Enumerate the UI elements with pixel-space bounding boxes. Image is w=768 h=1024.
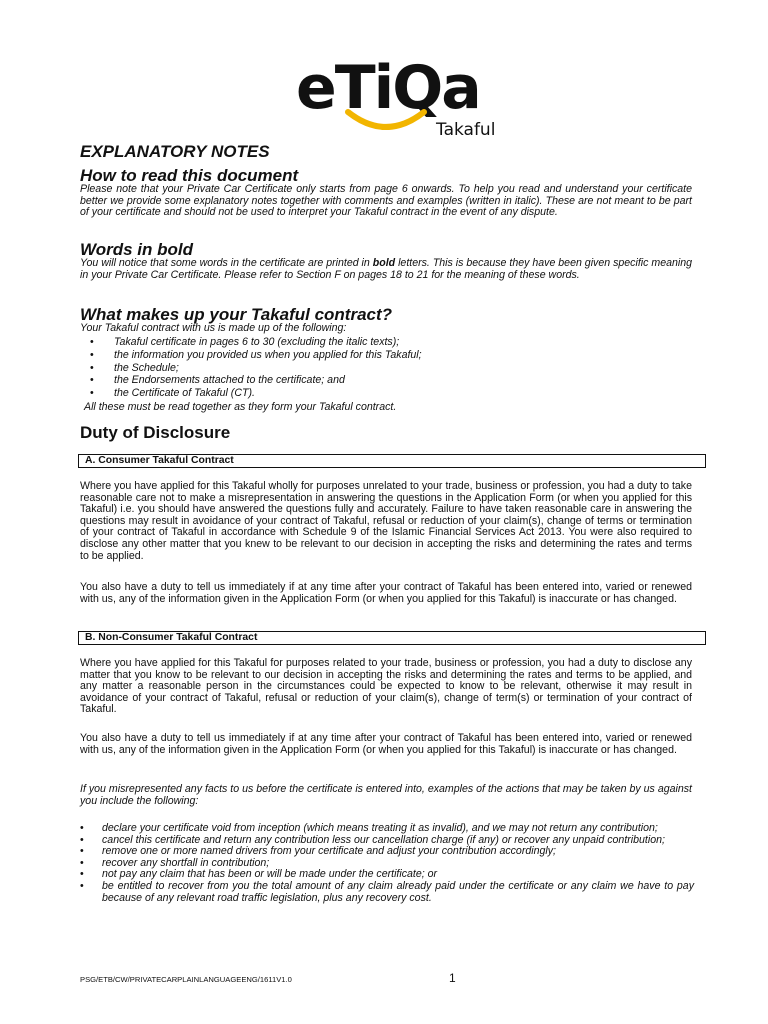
paragraph-consumer-update: You also have a duty to tell us immediately if at any time after your contract of Takaful has been entered into, varied or renewed with us, any of the information given in the Application Form (or when you applied for this Takaful) is inaccurate or has changed. (80, 581, 692, 605)
heading-words-in-bold: Words in bold (80, 240, 194, 259)
bold-intro-text: You will notice that some words in the certificate are printed in (80, 257, 373, 269)
logo-subtitle: Takaful (436, 120, 496, 140)
paragraph-non-consumer-duty: Where you have applied for this Takaful for purposes related to your trade, business or profession, you had a duty to disclose any matter that you know to be relevant to our decision in accepting the risks and determining the rates and terms to be applied, and any matter a reasonable person in the circumstances could be expected to know to be relevant, otherwise it may result in avoidance of your contract of Takaful, refusal or reduction of your claim(s), change of term(s) or termination of your contract of Takaful. (80, 657, 692, 716)
section-header-consumer: A. Consumer Takaful Contract (78, 454, 706, 468)
contract-components-list (80, 336, 422, 400)
paragraph-non-consumer-update: You also have a duty to tell us immediately if at any time after your contract of Takaful has been entered into, varied or renewed with us, any of the information given in the Application Form (or when you applied for this Takaful) is inaccurate or has changed. (80, 732, 692, 756)
list-item: • be entitled to recover from you the total amount of any claim already paid under the certificate or any claim we have to pay because of any relevant road traffic legislation, plus any recovery cost. (80, 879, 694, 904)
list-item: • the information you provided us when you applied for this Takaful; (90, 348, 422, 361)
smile-icon (344, 108, 428, 130)
etiqa-logo (296, 53, 506, 140)
page-number: 1 (449, 971, 456, 985)
actions-list (80, 823, 694, 904)
contract-intro: Your Takaful contract with us is made up of the following: (80, 322, 347, 334)
section-header-non-consumer: B. Non-Consumer Takaful Contract (78, 631, 706, 645)
paragraph-how-to-read: Please note that your Private Car Certificate only starts from page 6 onwards. To help you read and understand your certificate better we provide some explanatory notes together with comments and examples (written in italic). These are not meant to be part of your certificate and should not be used to interpret your Takaful contract in the event of any dispute. (80, 183, 692, 219)
heading-takaful-contract: What makes up your Takaful contract? (80, 305, 393, 324)
bold-word: bold (372, 257, 396, 269)
paragraph-misrepresentation: If you misrepresented any facts to us before the certificate is entered into, examples of the actions that may be taken by us against you include the following: (80, 783, 692, 807)
list-item: • declare your certificate void from inception (which means treating it as invalid), and we may not return any contribution; (80, 822, 658, 834)
logo-wordmark: eTiQa (296, 53, 480, 123)
list-item: • cancel this certificate and return any contribution less our cancellation charge (if any) or recover any unpaid contribution; (80, 833, 665, 846)
list-item: • the Endorsements attached to the certificate; and (90, 374, 345, 387)
list-item: • not pay any claim that has been or will be made under the certificate; or (80, 868, 438, 881)
paragraph-words-in-bold (80, 258, 692, 281)
list-item: • the Schedule; (90, 361, 179, 374)
document-code: PSG/ETB/CW/PRIVATECARPLAINLANGUAGEENG/1611V1.0 (80, 975, 292, 984)
heading-how-to-read: How to read this document (80, 166, 299, 185)
list-item: • remove one or more named drivers from your certificate and adjust your contribution accordingly; (80, 845, 556, 858)
bold-rest-text: letters. This is because they have been given specific meaning in your Private Car Certificate. Please refer to Section F on pages 18 to 21 for the meaning of these words. (80, 257, 693, 281)
list-item: • recover any shortfall in contribution; (80, 856, 270, 869)
list-item: • Takaful certificate in pages 6 to 30 (excluding the italic texts); (90, 336, 400, 348)
heading-explanatory-notes: EXPLANATORY NOTES (80, 142, 270, 161)
heading-duty-of-disclosure: Duty of Disclosure (80, 423, 231, 442)
list-item: • the Certificate of Takaful (CT). (90, 387, 255, 400)
paragraph-consumer-duty: Where you have applied for this Takaful wholly for purposes unrelated to your trade, business or profession, you had a duty to take reasonable care not to make a misrepresentation in answering the questions in the Application Form (or when you applied for this Takaful) i.e. you should have answered the questions fully and accurately. Failure to have taken reasonable care in answering the questions may result in avoidance of your contract of Takaful, refusal or reduction of your claim(s), change of terms or termination of your contract of Takaful in accordance with Schedule 9 of the Islamic Financial Services Act 2013. You were also required to disclose any other matter that you knew to be relevant to our decision in accepting the risks and determining the rates and terms to be applied. (80, 480, 692, 562)
contract-outro: All these must be read together as they form your Takaful contract. (84, 401, 397, 413)
